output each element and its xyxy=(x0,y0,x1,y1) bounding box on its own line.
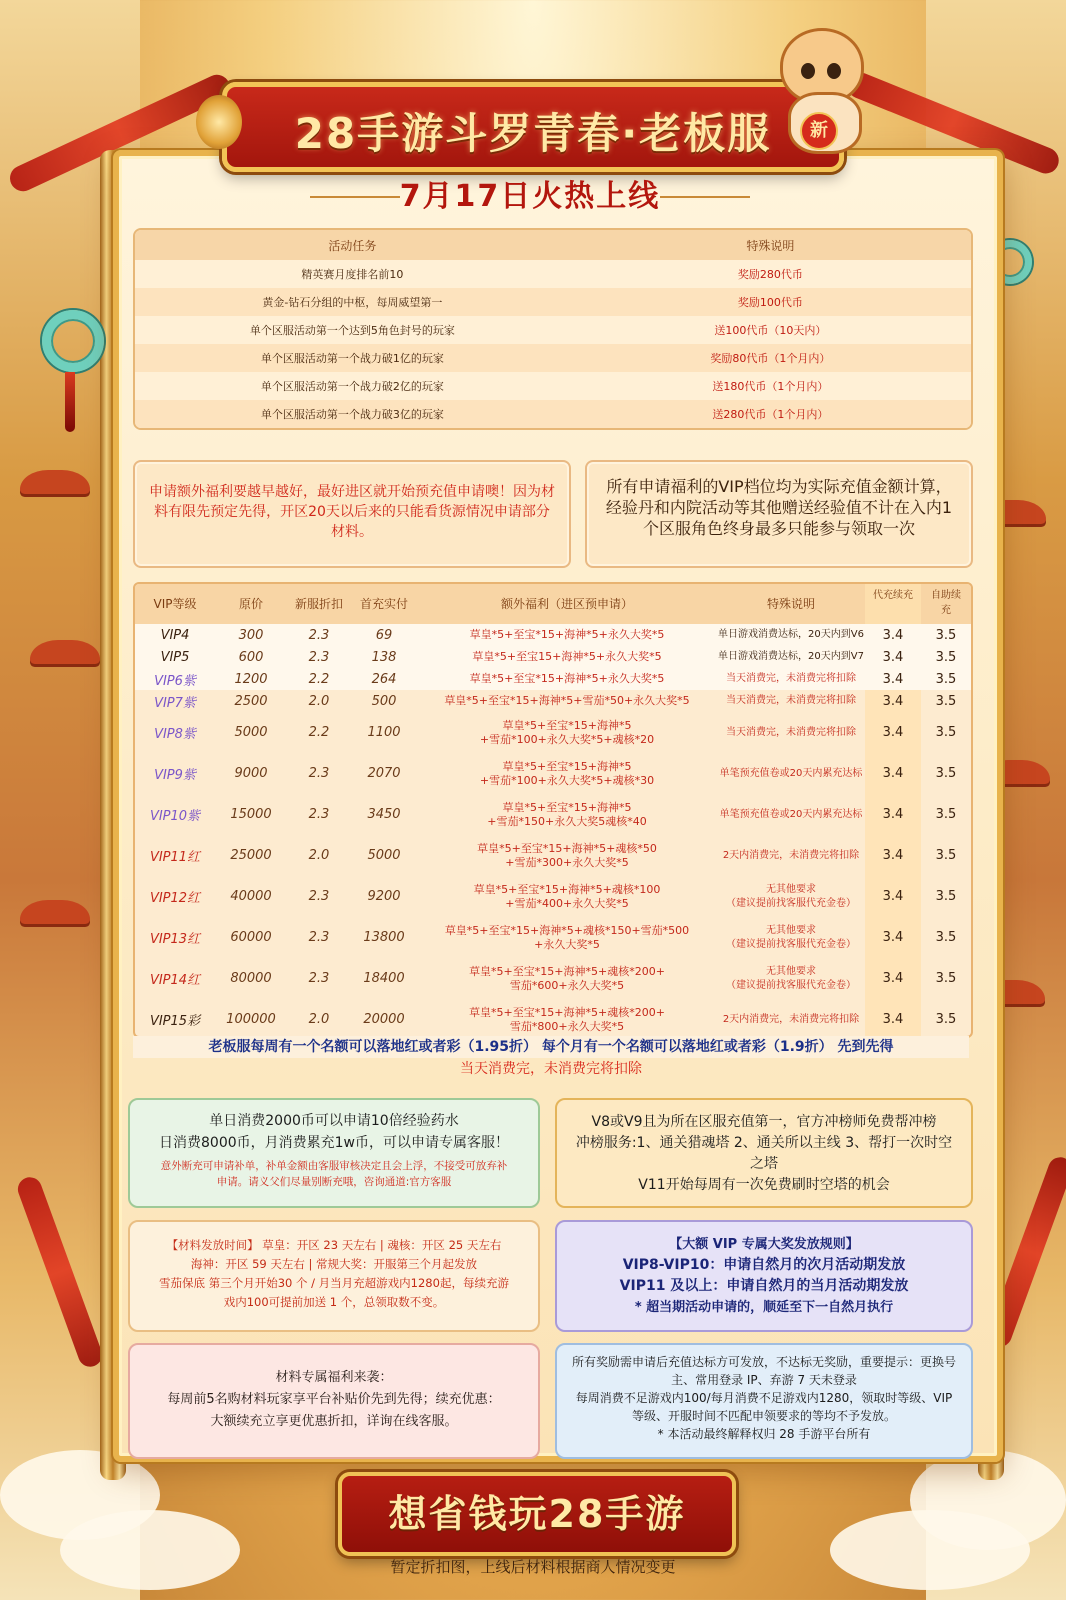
self-recharge-rate-cell: 3.5 xyxy=(935,971,957,986)
table-row xyxy=(135,835,971,876)
bonus-cell xyxy=(417,999,717,1038)
first-pay-cell: 138 xyxy=(371,649,397,665)
special-note-cell xyxy=(717,835,865,876)
task-cell: 单个区服活动第一个战力破1亿的玩家 xyxy=(260,352,444,365)
box-line: * 本活动最终解释权归 28 手游平台所有 xyxy=(657,1427,871,1441)
box-line: V11开始每周有一次免费刷时空塔的机会 xyxy=(638,1177,890,1193)
column-header: 额外福利（进区预申请） xyxy=(500,597,633,611)
special-note-cell xyxy=(717,646,865,668)
vip-level-cell: VIP8紫 xyxy=(154,727,196,742)
note-line: 无其他要求 xyxy=(766,924,816,936)
table-row xyxy=(135,690,971,712)
bonus-line: 草皇*5+至宝*15+海神*5 xyxy=(502,718,632,732)
special-note-cell xyxy=(717,753,865,794)
task-cell: 黄金-钻石分组的中枢，每周威望第一 xyxy=(262,296,443,309)
box-line: 【材料发放时间】 草皇：开区 23 天左右 | 魂核：开区 25 天左右 xyxy=(166,1238,502,1252)
table-row xyxy=(135,372,971,400)
bonus-line: 草皇*5+至宝*15+海神*5+魂核*150+雪茄*500 xyxy=(444,923,690,937)
vip-level-cell: VIP11红 xyxy=(149,850,201,865)
note-line: 单笔预充值卷或20天内累充达标 xyxy=(719,808,863,820)
agent-recharge-rate-cell: 3.4 xyxy=(882,807,904,822)
task-cell: 单个区服活动第一个战力破3亿的玩家 xyxy=(260,408,444,421)
box-line: 海神：开区 59 天左右 | 常规大奖：开服第三个月起发放 xyxy=(190,1257,478,1271)
table-row xyxy=(135,624,971,646)
discount-cell: 2.3 xyxy=(308,807,330,822)
task-rows xyxy=(135,260,971,428)
disclaimer: 暂定折扣图，上线后材料根据商人情况变更 xyxy=(390,1558,676,1576)
bonus-line: +雪茄*400+永久大奖*5 xyxy=(505,896,629,910)
vip-level-cell: VIP7紫 xyxy=(154,695,196,711)
bonus-cell xyxy=(417,917,717,958)
launch-date-heading xyxy=(300,174,760,220)
reward-cell: 奖励100代币 xyxy=(737,296,803,309)
special-note-cell xyxy=(717,958,865,999)
vip-pricing-table xyxy=(133,582,973,1038)
agent-recharge-rate-cell: 3.4 xyxy=(882,889,904,904)
slogan-banner xyxy=(338,1472,736,1556)
discount-cell: 2.3 xyxy=(308,649,330,665)
first-pay-cell: 18400 xyxy=(363,971,405,986)
table-row xyxy=(135,917,971,958)
ranking-service-box xyxy=(555,1098,973,1208)
price-cell: 15000 xyxy=(230,807,272,822)
agent-recharge-rate-cell: 3.4 xyxy=(882,930,904,945)
bonus-line: 雪茄*800+永久大奖*5 xyxy=(509,1019,625,1033)
bonus-line: +雪茄*300+永久大奖*5 xyxy=(505,855,629,869)
agent-recharge-rate-cell: 3.4 xyxy=(882,627,904,643)
bonus-line: 草皇*5+至宝*15+海神*5+雪茄*50+永久大奖*5 xyxy=(444,694,690,707)
price-cell: 2500 xyxy=(234,693,268,709)
vip-level-cell: VIP13红 xyxy=(149,932,201,947)
bonus-line: 草皇*5+至宝15+海神*5+永久大奖*5 xyxy=(472,650,662,663)
special-note-cell xyxy=(717,712,865,753)
special-note-cell xyxy=(717,690,865,712)
table-row xyxy=(135,876,971,917)
early-application-note xyxy=(133,460,571,568)
cloud-decoration xyxy=(60,1510,240,1590)
bonus-line: 草皇*5+至宝*15+海神*5+永久大奖*5 xyxy=(469,628,665,641)
price-cell: 1200 xyxy=(234,671,268,687)
table-row xyxy=(135,288,971,316)
table-row xyxy=(135,753,971,794)
self-recharge-rate-cell: 3.5 xyxy=(935,725,957,740)
column-header: 活动任务 xyxy=(328,238,377,253)
table-footer-notes xyxy=(133,1036,969,1080)
reward-cell: 奖励280代币 xyxy=(737,268,803,281)
note-line: 单日游戏消费达标，20天内到V6 xyxy=(718,629,864,640)
task-cell: 单个区服活动第一个战力破2亿的玩家 xyxy=(260,380,444,393)
discount-cell: 2.2 xyxy=(308,725,330,740)
box-line: * 超当期活动申请的，顺延至下一自然月执行 xyxy=(634,1300,894,1315)
agent-recharge-rate-cell: 3.4 xyxy=(882,649,904,665)
note-line: 无其他要求 xyxy=(766,883,816,895)
consumption-note: 当天消费完，未消费完将扣除 xyxy=(460,1061,642,1077)
self-recharge-rate-cell: 3.5 xyxy=(935,848,957,863)
reward-cell: 奖励80代币（1个月内） xyxy=(710,352,831,365)
note-line: 单日游戏消费达标，20天内到V7 xyxy=(718,651,864,662)
self-recharge-rate-cell: 3.5 xyxy=(935,627,957,643)
box-line: VIP11 及以上：申请自然月的当月活动期发放 xyxy=(619,1278,909,1294)
discount-cell: 2.3 xyxy=(308,889,330,904)
bonus-cell xyxy=(417,835,717,876)
box-line: 雪茄保底 第三个月开始30 个 / 月当月充超游戏内1280起，每续充游戏内100可提前加送 1 个，总领取数不变。 xyxy=(159,1276,509,1309)
bonus-line: 草皇*5+至宝*15+海神*5+魂核*200+ xyxy=(469,964,665,978)
table-header xyxy=(135,230,971,260)
discount-cell: 2.0 xyxy=(308,693,330,709)
column-header: 特殊说明 xyxy=(746,238,795,253)
price-cell: 60000 xyxy=(230,930,272,945)
cloud-scroll-ornament-icon xyxy=(196,95,242,149)
tassel-decoration xyxy=(65,372,75,432)
price-cell: 25000 xyxy=(230,848,272,863)
bonus-line: +永久大奖*5 xyxy=(534,937,600,951)
table-row xyxy=(135,260,971,288)
vip-rule-note xyxy=(585,460,973,568)
vip-level-cell: VIP9紫 xyxy=(154,768,196,783)
column-header: 首充实付 xyxy=(359,597,408,611)
discount-cell: 2.3 xyxy=(308,971,330,986)
discount-cell: 2.0 xyxy=(308,848,330,863)
self-recharge-rate-cell: 3.5 xyxy=(935,889,957,904)
note-line: （建议提前找客服代充金卷） xyxy=(726,979,856,991)
cloud-decoration xyxy=(830,1510,1030,1590)
note-line: 2天内消费完，未消费完将扣除 xyxy=(722,849,860,861)
table-row xyxy=(135,668,971,690)
box-line: 意外断充可申请补单，补单金额由客服审核决定且会上浮，不接受可放弃补申请。请义父们尽量别断充哦，咨询通道:官方客服 xyxy=(160,1160,508,1188)
vip-level-cell: VIP14红 xyxy=(149,973,201,988)
agent-recharge-rate-cell: 3.4 xyxy=(882,671,904,687)
task-cell: 精英赛月度排名前10 xyxy=(301,268,404,281)
bonus-line: +雪茄*150+永久大奖5魂核*40 xyxy=(487,814,647,828)
bonus-line: 草皇*5+至宝*15+海神*5+魂核*100 xyxy=(473,882,661,896)
note-line: 无其他要求 xyxy=(766,965,816,977)
note-line: 当天消费完，未消费完将扣除 xyxy=(726,673,856,684)
note-line: （建议提前找客服代充金卷） xyxy=(726,938,856,950)
box-line: 冲榜服务:1、通关猎魂塔 2、通关所以主线 3、帮打一次时空之塔 xyxy=(575,1135,953,1172)
vip-level-cell: VIP12红 xyxy=(149,891,201,906)
box-line: VIP8-VIP10：申请自然月的次月活动期发放 xyxy=(622,1257,906,1273)
price-cell: 100000 xyxy=(226,1012,276,1027)
agent-recharge-rate-cell: 3.4 xyxy=(882,766,904,781)
table-row xyxy=(135,958,971,999)
first-pay-cell: 13800 xyxy=(363,930,405,945)
special-note-cell xyxy=(717,917,865,958)
discount-cell: 2.2 xyxy=(308,671,330,687)
agent-recharge-rate-cell: 3.4 xyxy=(882,1012,904,1027)
table-row xyxy=(135,712,971,753)
box-line: 每周前5名购材料玩家享平台补贴价先到先得；续充优惠： xyxy=(167,1392,501,1407)
first-pay-cell: 20000 xyxy=(363,1012,405,1027)
price-cell: 600 xyxy=(238,649,264,665)
special-note-cell xyxy=(717,668,865,690)
table-row xyxy=(135,316,971,344)
discount-cell: 2.3 xyxy=(308,930,330,945)
box-line: 大额续充立享更优惠折扣，详询在线客服。 xyxy=(210,1414,458,1429)
bonus-cell xyxy=(417,876,717,917)
column-header: 特殊说明 xyxy=(766,597,815,611)
discount-cell: 2.3 xyxy=(308,627,330,643)
first-pay-cell: 1100 xyxy=(367,725,401,740)
bonus-line: 草皇*5+至宝*15+海神*5+永久大奖*5 xyxy=(469,672,665,685)
first-pay-cell: 69 xyxy=(375,627,393,643)
vip-prize-rule-box xyxy=(555,1220,973,1332)
special-note-cell xyxy=(717,794,865,835)
first-pay-cell: 5000 xyxy=(367,848,401,863)
launch-date-text: 7月17日火热上线 xyxy=(399,179,661,214)
discount-cell: 2.3 xyxy=(308,766,330,781)
note-line: （建议提前找客服代充金卷） xyxy=(726,897,856,909)
table-row xyxy=(135,999,971,1038)
column-header: 自助续充 xyxy=(931,590,961,616)
note-line: 2天内消费完，未消费完将扣除 xyxy=(722,1013,860,1025)
important-notice-box xyxy=(555,1343,973,1459)
table-row xyxy=(135,794,971,835)
reward-cell: 送100代币（10天内） xyxy=(714,324,827,337)
box-line: V8或V9且为所在区服充值第一，官方冲榜师免费帮冲榜 xyxy=(591,1114,937,1130)
vip-level-cell: VIP15彩 xyxy=(149,1014,201,1029)
cat-eye-icon xyxy=(801,63,815,79)
material-benefit-box xyxy=(128,1343,540,1459)
new-badge: 新 xyxy=(800,112,838,150)
note-line: 单笔预充值卷或20天内累充达标 xyxy=(719,767,863,779)
first-pay-cell: 9200 xyxy=(367,889,401,904)
page-title: 28手游斗罗青春·老板服 xyxy=(294,109,772,158)
column-header: 原价 xyxy=(238,597,263,611)
price-cell: 300 xyxy=(238,627,264,643)
cat-eye-icon xyxy=(827,63,841,79)
table-row xyxy=(135,646,971,668)
box-line: 所有奖励需申请后充值达标方可发放，不达标无奖励，重要提示：更换号主、常用登录 IP、弃游 7 天未登录 xyxy=(571,1355,956,1387)
vip-level-cell: VIP10紫 xyxy=(149,809,201,824)
note-text: 申请额外福利要越早越好，最好进区就开始预充值申请噢！因为材料有限先预定先得，开区20天以后来的只能看货源情况申请部分材料。 xyxy=(149,484,555,540)
divider-line xyxy=(310,196,400,198)
first-pay-cell: 264 xyxy=(371,671,397,687)
bonus-line: 雪茄*600+永久大奖*5 xyxy=(509,978,625,992)
bonus-line: 草皇*5+至宝*15+海神*5 xyxy=(502,759,632,773)
self-recharge-rate-cell: 3.5 xyxy=(935,693,957,709)
bonus-cell xyxy=(417,753,717,794)
pagoda-roof-decoration xyxy=(20,470,90,494)
first-pay-cell: 3450 xyxy=(367,807,401,822)
bonus-line: 草皇*5+至宝*15+海神*5+魂核*50 xyxy=(477,841,657,855)
bonus-line: 草皇*5+至宝*15+海神*5+魂核*200+ xyxy=(469,1005,665,1019)
bonus-cell xyxy=(417,958,717,999)
box-line: 单日消费2000币可以申请10倍经验药水 xyxy=(209,1113,459,1129)
discount-cell: 2.0 xyxy=(308,1012,330,1027)
note-line: 当天消费完，未消费完将扣除 xyxy=(726,695,856,706)
task-reward-table xyxy=(133,228,973,430)
pagoda-roof-decoration xyxy=(30,640,100,664)
bonus-line: +雪茄*100+永久大奖*5+魂核*30 xyxy=(479,773,655,787)
task-cell: 单个区服活动第一个达到5角色封号的玩家 xyxy=(249,324,455,337)
self-recharge-rate-cell: 3.5 xyxy=(935,649,957,665)
bonus-line: 草皇*5+至宝*15+海神*5 xyxy=(502,800,632,814)
first-pay-cell: 500 xyxy=(371,693,397,709)
bonus-cell xyxy=(417,646,717,668)
reward-cell: 送280代币（1个月内） xyxy=(712,408,829,421)
vip-level-cell: VIP5 xyxy=(160,649,190,665)
box-line: 【大额 VIP 专属大奖发放规则】 xyxy=(669,1237,859,1252)
price-cell: 9000 xyxy=(234,766,268,781)
cat-mascot xyxy=(770,22,880,152)
table-row xyxy=(135,400,971,428)
jade-ring-ornament-icon xyxy=(42,310,104,372)
box-line: 每周消费不足游戏内100/每月消费不足游戏内1280，领取时等级、VIP 等级、开服时间不匹配申领要求的等均不予发放。 xyxy=(575,1391,953,1423)
agent-recharge-rate-cell: 3.4 xyxy=(882,971,904,986)
vip-level-cell: VIP6紫 xyxy=(154,673,196,689)
price-cell: 80000 xyxy=(230,971,272,986)
self-recharge-rate-cell: 3.5 xyxy=(935,807,957,822)
special-note-cell xyxy=(717,624,865,646)
divider-line xyxy=(660,196,750,198)
note-text: 所有申请福利的VIP档位均为实际充值金额计算，经验丹和内院活动等其他赠送经验值不计在入内1个区服角色终身最多只能参与领取一次 xyxy=(605,477,953,538)
self-recharge-rate-cell: 3.5 xyxy=(935,1012,957,1027)
box-line: 日消费8000币，月消费累充1w币，可以申请专属客服！ xyxy=(159,1135,509,1151)
bonus-cell xyxy=(417,794,717,835)
agent-recharge-rate-cell: 3.4 xyxy=(882,725,904,740)
quota-note: 老板服每周有一个名额可以落地红或者彩（1.95折） 每个月有一个名额可以落地红或者彩（1.9折） 先到先得 xyxy=(133,1036,969,1058)
table-row xyxy=(135,344,971,372)
special-note-cell xyxy=(717,999,865,1038)
pagoda-roof-decoration xyxy=(20,900,90,924)
special-note-cell xyxy=(717,876,865,917)
bonus-cell xyxy=(417,668,717,690)
title-banner xyxy=(222,82,844,172)
slogan-text: 想省钱玩28手游 xyxy=(388,1492,686,1536)
consumption-benefit-box xyxy=(128,1098,540,1208)
material-release-box xyxy=(128,1220,540,1332)
agent-recharge-rate-cell: 3.4 xyxy=(882,848,904,863)
price-cell: 5000 xyxy=(234,725,268,740)
self-recharge-rate-cell: 3.5 xyxy=(935,930,957,945)
note-line: 当天消费完，未消费完将扣除 xyxy=(726,726,856,738)
box-line: 材料专属福利来袭： xyxy=(275,1370,393,1385)
bonus-line: +雪茄*100+永久大奖*5+魂核*20 xyxy=(479,732,655,746)
column-header: 代充续充 xyxy=(873,590,913,601)
self-recharge-rate-cell: 3.5 xyxy=(935,671,957,687)
column-header: 新服折扣 xyxy=(294,597,343,611)
bonus-cell xyxy=(417,712,717,753)
first-pay-cell: 2070 xyxy=(367,766,401,781)
vip-level-cell: VIP4 xyxy=(160,627,190,643)
bonus-cell xyxy=(417,624,717,646)
column-header: VIP等级 xyxy=(153,597,197,611)
agent-recharge-rate-cell: 3.4 xyxy=(882,693,904,709)
price-cell: 40000 xyxy=(230,889,272,904)
bonus-cell xyxy=(417,690,717,712)
reward-cell: 送180代币（1个月内） xyxy=(712,380,829,393)
self-recharge-rate-cell: 3.5 xyxy=(935,766,957,781)
